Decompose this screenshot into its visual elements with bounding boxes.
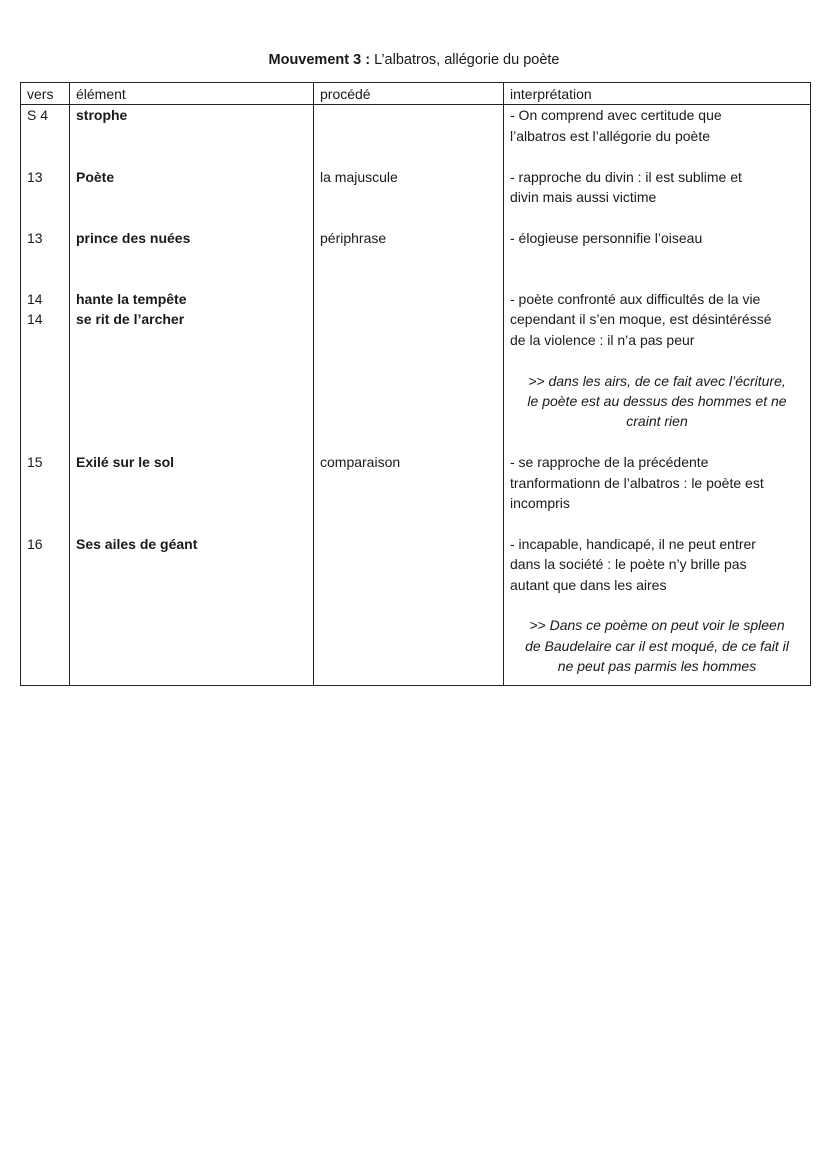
table-body — [21, 105, 811, 685]
cell-interpretation — [504, 228, 811, 289]
interpretation-line: divin mais aussi victime — [510, 189, 657, 206]
table-row — [21, 228, 811, 289]
vers-value: S 4 — [27, 107, 49, 124]
page-title — [0, 51, 828, 69]
vers-value: 13 — [27, 229, 43, 246]
table-header-row — [21, 83, 811, 105]
cell-procede — [314, 289, 504, 452]
interpretation-line: - On comprend avec certitude que — [510, 107, 722, 124]
note-line: >> dans les airs, de ce fait avec l’écriture, — [528, 372, 786, 389]
header-procede: procédé — [314, 83, 504, 105]
table-row — [21, 534, 811, 685]
interpretation-line: dans la société : le poète n’y brille pas — [510, 556, 747, 573]
cell-element — [70, 452, 314, 534]
cell-vers — [21, 289, 70, 452]
cell-vers — [21, 534, 70, 685]
header-interpretation: interprétation — [504, 83, 811, 105]
cell-procede — [314, 105, 504, 167]
procede-value: périphrase — [320, 229, 387, 246]
interpretation-line: autant que dans les aires — [510, 576, 667, 593]
note-line: de Baudelaire car il est moqué, de ce fait il — [525, 637, 789, 654]
cell-element — [70, 289, 314, 452]
interpretation-line: - se rapproche de la précédente — [510, 454, 709, 471]
title-bold: Mouvement 3 : — [268, 52, 371, 68]
table-row — [21, 452, 811, 534]
vers-value: 13 — [27, 168, 43, 185]
vers-value: 14 — [27, 311, 43, 328]
cell-procede — [314, 167, 504, 228]
header-element: élément — [70, 83, 314, 105]
procede-value: comparaison — [320, 454, 401, 471]
vers-value: 14 — [27, 291, 43, 307]
cell-element — [70, 167, 314, 228]
interpretation-line: - élogieuse personnifie l’oiseau — [510, 229, 703, 246]
element-value: Ses ailes de géant — [76, 535, 198, 552]
element-value: se rit de l’archer — [76, 311, 185, 328]
cell-vers — [21, 105, 70, 167]
title-rest: L’albatros, allégorie du poète — [374, 52, 560, 68]
interpretation-line: tranformationn de l’albatros : le poète est — [510, 474, 764, 491]
interpretation-line: - poète confronté aux difficultés de la vie — [510, 291, 761, 307]
cell-vers — [21, 167, 70, 228]
cell-interpretation — [504, 289, 811, 452]
interpretation-line: de la violence : il n’a pas peur — [510, 331, 695, 348]
element-value: Poète — [76, 168, 115, 185]
cell-interpretation — [504, 105, 811, 167]
cell-vers — [21, 228, 70, 289]
cell-procede — [314, 452, 504, 534]
element-value: strophe — [76, 107, 128, 124]
element-value: hante la tempête — [76, 291, 187, 307]
element-value: prince des nuées — [76, 229, 191, 246]
cell-element — [70, 105, 314, 167]
interpretation-line: - rapproche du divin : il est sublime et — [510, 168, 742, 185]
header-vers: vers — [21, 83, 70, 105]
cell-procede — [314, 534, 504, 685]
analysis-table — [20, 82, 811, 686]
cell-element — [70, 228, 314, 289]
cell-interpretation — [504, 534, 811, 685]
element-value: Exilé sur le sol — [76, 454, 175, 471]
cell-element — [70, 534, 314, 685]
cell-procede — [314, 228, 504, 289]
cell-vers — [21, 452, 70, 534]
cell-interpretation — [504, 452, 811, 534]
vers-value: 15 — [27, 454, 43, 471]
note-line: le poète est au dessus des hommes et ne — [527, 393, 787, 410]
note-line: craint rien — [626, 413, 688, 430]
interpretation-line: cependant il s’en moque, est désintéréssé — [510, 311, 772, 328]
table-row — [21, 167, 811, 228]
procede-value: la majuscule — [320, 168, 398, 185]
interpretation-line: l’albatros est l’allégorie du poète — [510, 127, 711, 144]
interpretation-line: - incapable, handicapé, il ne peut entrer — [510, 535, 756, 552]
table-row — [21, 105, 811, 167]
table-row — [21, 289, 811, 452]
vers-value: 16 — [27, 535, 43, 552]
cell-interpretation — [504, 167, 811, 228]
interpretation-line: incompris — [510, 495, 570, 512]
note-line: ne peut pas parmis les hommes — [557, 658, 757, 675]
note-line: >> Dans ce poème on peut voir le spleen — [529, 617, 785, 634]
